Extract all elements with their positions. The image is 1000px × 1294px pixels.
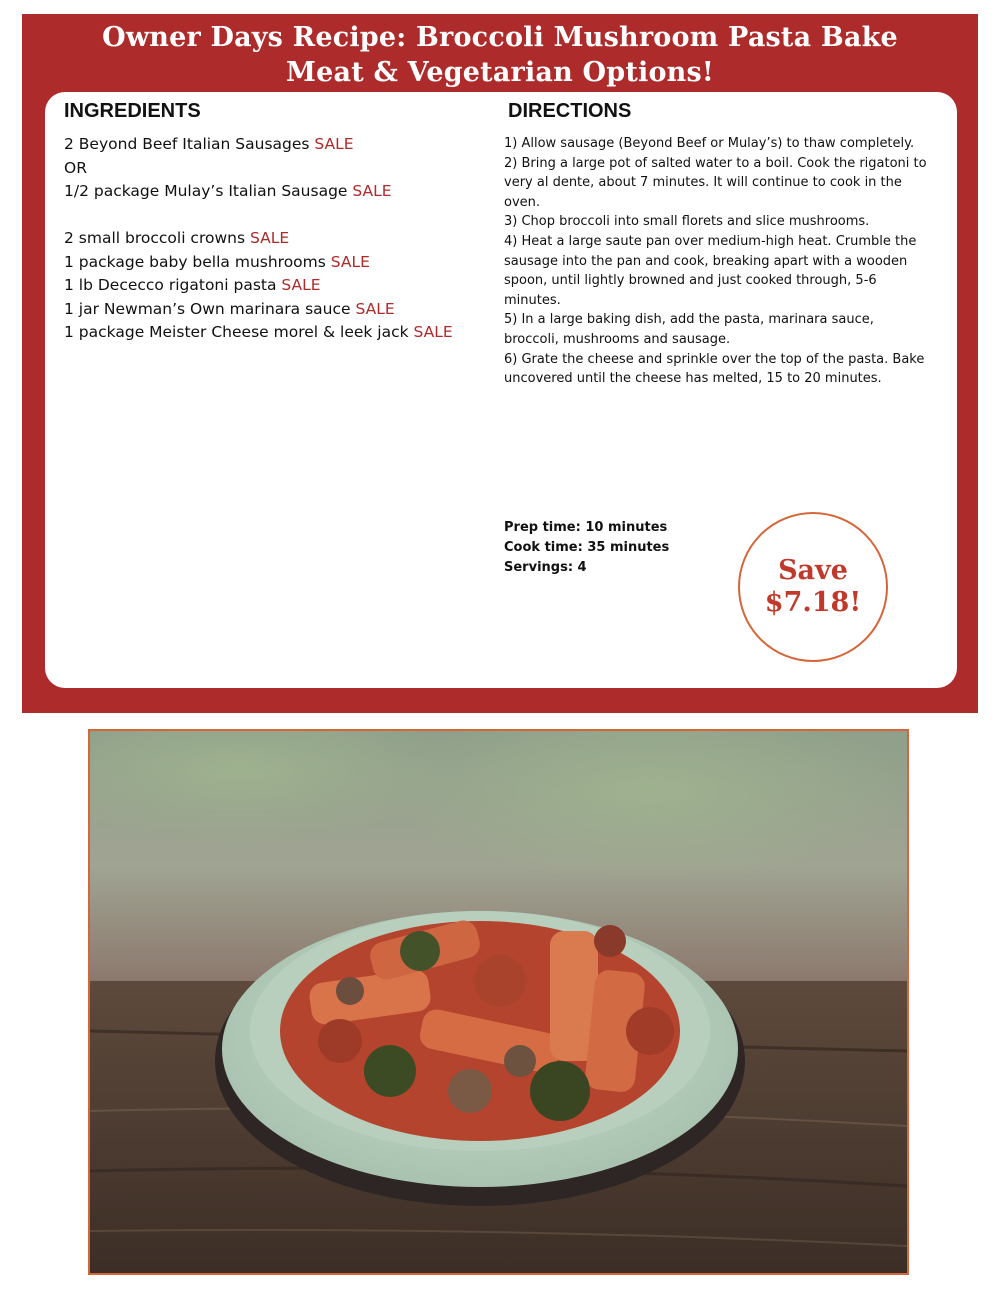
sale-tag: SALE	[314, 135, 354, 153]
direction-line: uncovered until the cheese has melted, 15 to 20 minutes.	[504, 371, 882, 387]
direction-line: 6) Grate the cheese and sprinkle over the top of the pasta. Bake	[504, 351, 925, 367]
ingredients-heading: INGREDIENTS	[64, 100, 201, 122]
recipe-meta	[504, 518, 669, 578]
ingredient-text: OR	[64, 158, 87, 177]
page-title	[22, 20, 978, 90]
ingredient-text: 1 lb Dececco rigatoni pasta	[64, 276, 282, 294]
sale-tag: SALE	[330, 252, 370, 271]
ingredient-item	[64, 227, 504, 251]
sale-tag: SALE	[281, 276, 321, 294]
direction-line: 4) Heat a large saute pan over medium-high heat. Crumble the	[504, 233, 917, 249]
ingredient-item	[64, 321, 504, 345]
sale-tag: SALE	[352, 182, 392, 200]
direction-line: very al dente, about 7 minutes. It will continue to cook in the	[504, 175, 902, 191]
direction-line: spoon, until lightly browned and just cooked through, 5-6	[504, 273, 877, 289]
direction-line: 5) In a large baking dish, add the pasta, marinara sauce,	[504, 312, 874, 328]
ingredients-list	[64, 133, 504, 345]
title-line-1: Owner Days Recipe: Broccoli Mushroom Pasta Bake	[102, 22, 898, 53]
ingredient-text: 1 package Meister Cheese morel & leek jack	[64, 323, 414, 341]
sale-tag: SALE	[249, 229, 290, 247]
ingredient-text: 1/2 package Mulay’s Italian Sausage	[64, 182, 353, 200]
ingredient-item	[64, 251, 504, 275]
save-badge	[738, 512, 888, 662]
recipe-card	[45, 92, 957, 688]
sale-tag: SALE	[355, 299, 395, 318]
directions-list	[504, 134, 944, 389]
ingredient-item	[64, 298, 504, 322]
ingredient-text: 2 small broccoli crowns	[64, 229, 250, 247]
recipe-banner	[22, 14, 978, 713]
save-badge-amount: $7.18!	[764, 587, 862, 618]
direction-line: oven.	[504, 194, 541, 210]
servings: Servings: 4	[504, 560, 587, 575]
ingredient-text: 1 package baby bella mushrooms	[64, 252, 331, 271]
direction-line: minutes.	[504, 292, 561, 308]
directions-heading: DIRECTIONS	[508, 100, 632, 122]
cook-time: Cook time: 35 minutes	[504, 540, 670, 555]
direction-line: sausage into the pan and cook, breaking apart with a wooden	[504, 253, 908, 269]
pasta-bake-photo-image	[90, 731, 907, 1273]
save-badge-line-1: Save	[778, 555, 848, 586]
direction-line: 3) Chop broccoli into small florets and slice mushrooms.	[504, 214, 870, 230]
sale-tag: SALE	[413, 323, 453, 341]
ingredient-item	[64, 204, 504, 228]
direction-line: broccoli, mushrooms and sausage.	[504, 331, 731, 347]
dish-photo	[88, 729, 909, 1275]
direction-line: 2) Bring a large pot of salted water to a boil. Cook the rigatoni to	[504, 155, 927, 171]
ingredient-text: 1 jar Newman’s Own marinara sauce	[64, 299, 356, 318]
direction-line: 1) Allow sausage (Beyond Beef or Mulay’s) to thaw completely.	[504, 136, 915, 151]
title-line-2: Meat & Vegetarian Options!	[286, 57, 714, 88]
prep-time: Prep time: 10 minutes	[504, 520, 668, 535]
ingredient-item	[64, 133, 504, 157]
ingredient-item	[64, 274, 504, 298]
ingredient-item	[64, 180, 504, 204]
ingredient-text: 2 Beyond Beef Italian Sausages	[64, 135, 315, 153]
ingredient-item	[64, 157, 504, 181]
